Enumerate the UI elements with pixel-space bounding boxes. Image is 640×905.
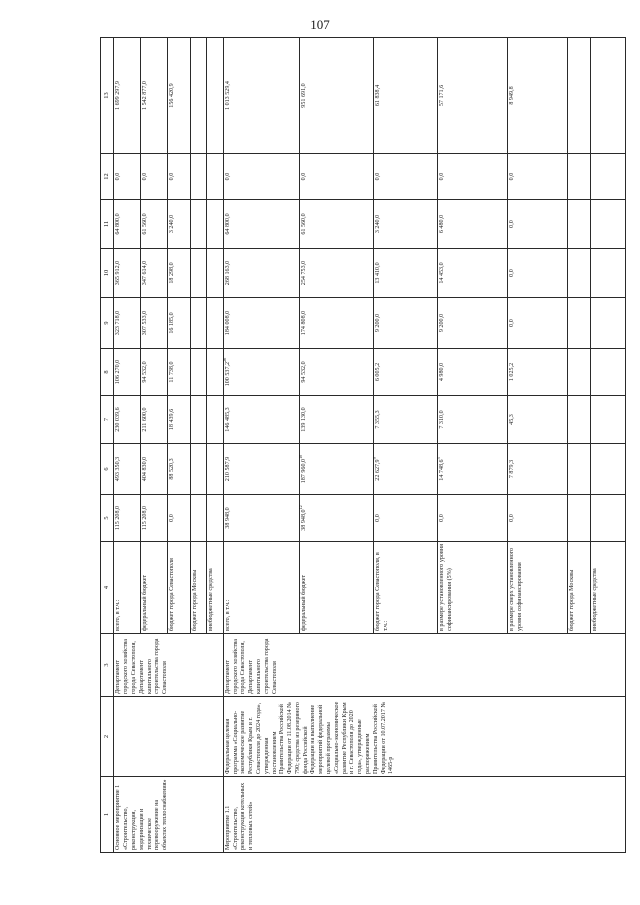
responsible-department-cell: Департамент городского хозяйства города Севастополя, Департамент капитального строительства города Севастополя — [223, 634, 625, 697]
activity-name-cell: Мероприятие 1.1 «Строительство, реконструкция котельных и тепловых сетей» — [223, 777, 625, 853]
value-cell — [207, 249, 224, 298]
value-text: 0,0 — [169, 172, 176, 181]
value-cell — [300, 349, 374, 396]
column-number-row — [101, 38, 114, 853]
value-cell — [207, 200, 224, 249]
column-number: 8 — [101, 349, 114, 396]
column-number: 5 — [101, 495, 114, 542]
value-cell — [207, 154, 224, 200]
value-text: 0,0 — [142, 172, 149, 181]
value-cell — [141, 349, 168, 396]
value-text: 347 614,0 — [142, 260, 149, 286]
value-cell — [438, 495, 508, 542]
value-cell — [590, 444, 625, 495]
value-cell — [374, 154, 438, 200]
responsible-department-cell: Департамент городского хозяйства города Севастополя, Департамент капитального строительства города Севастополя — [114, 634, 223, 697]
page-number: 107 — [310, 17, 330, 32]
value-text: 254 753,0 — [301, 260, 308, 286]
column-number: 11 — [101, 200, 114, 249]
value-text: 211 600,0 — [142, 407, 149, 432]
value-cell — [190, 154, 207, 200]
footnote-marker: 10 — [298, 454, 304, 459]
funding-source-cell: бюджет города Москвы — [190, 542, 207, 634]
value-cell — [207, 298, 224, 349]
value-cell — [568, 249, 591, 298]
value-cell — [114, 154, 141, 200]
value-text: 0,0 — [439, 514, 446, 522]
value-cell — [223, 444, 299, 495]
value-text: 16 185,0 — [169, 312, 176, 334]
value-text: 18 439,6 — [169, 408, 176, 431]
funding-source-cell: всего, в т.ч.: — [223, 542, 299, 634]
value-text: 0,0 — [509, 319, 516, 327]
funding-source-cell: бюджет города Москвы — [568, 542, 591, 634]
value-cell — [300, 154, 374, 200]
value-cell — [223, 396, 299, 444]
value-text: 210 587,9 — [224, 456, 231, 482]
value-cell — [114, 396, 141, 444]
value-text: 38 948,0 — [301, 509, 308, 531]
value-cell — [168, 444, 191, 495]
value-text: 1 013 529,4 — [224, 81, 231, 110]
value-text: 14 453,0 — [439, 262, 446, 284]
value-cell — [568, 495, 591, 542]
value-text: 156 420,9 — [169, 83, 176, 108]
value-cell — [508, 298, 568, 349]
value-text: 0,0 — [509, 220, 516, 228]
value-text: 64 800,0 — [115, 213, 122, 235]
value-text: 268 163,0 — [224, 260, 231, 286]
column-number: 2 — [101, 697, 114, 777]
value-text: 8 949,8 — [509, 86, 516, 105]
value-text: 61 560,0 — [142, 213, 149, 235]
value-cell — [141, 298, 168, 349]
value-cell — [374, 298, 438, 349]
value-text: 3 240,0 — [169, 214, 176, 234]
total-value-cell — [190, 38, 207, 154]
value-cell — [590, 249, 625, 298]
value-cell — [590, 396, 625, 444]
value-text: 184 008,0 — [224, 310, 231, 336]
total-value-cell — [438, 38, 508, 154]
value-cell — [207, 349, 224, 396]
value-text: 7 879,3 — [509, 459, 516, 479]
value-cell — [374, 249, 438, 298]
value-text: 0,0 — [169, 514, 176, 522]
value-text: 1 025,2 — [509, 362, 516, 382]
value-text: 0,0 — [509, 172, 516, 181]
value-cell — [223, 495, 299, 542]
program-basis-cell: Федеральная целевая программа «Социально-экономическое развитие Республики Крым и г. Севастополя до 2024 года», утвержденная постановлением Правительства Российской Федерации от 11.08.2014 № 790; средства из резервного фонда Российской Федерации на выполнение мероприятий федеральной целевой программы «Социально-экономическое развитие Республики Крым и г. Севастополя до 2020 года», утвержденные распоряжением Правительства Российской Федерации от 10.07.2017 № 1465-р — [223, 697, 625, 777]
value-cell — [438, 249, 508, 298]
value-cell — [508, 396, 568, 444]
budget-table-container — [100, 38, 626, 853]
value-cell — [300, 444, 374, 495]
value-cell — [114, 298, 141, 349]
value-cell — [508, 349, 568, 396]
value-text: 9 200,0 — [439, 313, 446, 333]
value-cell — [190, 249, 207, 298]
value-cell — [300, 200, 374, 249]
value-text: 94 532,0 — [301, 361, 308, 383]
value-text: 0,0 — [509, 514, 516, 522]
value-text: 64 800,0 — [224, 213, 231, 235]
value-text: 139 130,0 — [301, 407, 308, 432]
column-number: 4 — [101, 542, 114, 634]
value-cell — [114, 349, 141, 396]
value-text: 22 627,9 — [375, 459, 382, 481]
value-cell — [168, 249, 191, 298]
value-text: 9 200,0 — [375, 313, 382, 333]
value-cell — [114, 249, 141, 298]
value-text: 13 410,0 — [375, 262, 382, 284]
value-cell — [374, 349, 438, 396]
column-number: 6 — [101, 444, 114, 495]
value-text: 493 350,3 — [115, 456, 122, 482]
funding-source-cell: федеральный бюджет — [300, 542, 374, 634]
column-number: 7 — [101, 396, 114, 444]
value-cell — [168, 495, 191, 542]
value-text: 404 830,0 — [142, 456, 149, 482]
value-cell — [190, 444, 207, 495]
value-text: 88 520,3 — [169, 458, 176, 480]
funding-source-cell: бюджет города Севастополя, в т.ч.: — [374, 542, 438, 634]
total-value-cell — [114, 38, 141, 154]
value-text: 18 298,0 — [169, 262, 176, 284]
value-cell — [190, 298, 207, 349]
value-cell — [568, 396, 591, 444]
value-text: 0,0 — [224, 172, 231, 181]
value-text: 6 005,2 — [375, 362, 382, 382]
value-cell — [508, 249, 568, 298]
value-text: 0,0 — [301, 172, 308, 181]
value-cell — [207, 495, 224, 542]
value-text: 3 240,0 — [375, 214, 382, 234]
value-cell — [568, 154, 591, 200]
column-number: 3 — [101, 634, 114, 697]
value-text: 100 537,2 — [224, 361, 231, 387]
value-cell — [590, 349, 625, 396]
column-number: 9 — [101, 298, 114, 349]
value-text: 45,3 — [509, 414, 516, 425]
value-cell — [190, 396, 207, 444]
value-cell — [168, 298, 191, 349]
value-cell — [190, 200, 207, 249]
value-cell — [141, 154, 168, 200]
value-text: 1 699 297,9 — [115, 81, 122, 110]
total-value-cell — [168, 38, 191, 154]
value-cell — [438, 444, 508, 495]
value-cell — [508, 444, 568, 495]
value-cell — [300, 298, 374, 349]
value-text: 187 960,0 — [301, 458, 308, 484]
value-text: 38 948,0 — [224, 507, 231, 529]
total-value-cell — [141, 38, 168, 154]
value-cell — [568, 349, 591, 396]
activity-name-cell: Основное мероприятие 1 «Строительство, реконструкция, модернизация и техническое перевооружение на объектах теплоснабжения» — [114, 777, 223, 853]
value-cell — [438, 200, 508, 249]
total-value-cell — [300, 38, 374, 154]
value-cell — [114, 200, 141, 249]
value-cell — [223, 298, 299, 349]
value-cell — [141, 444, 168, 495]
value-cell — [114, 495, 141, 542]
value-text: 0,0 — [375, 514, 382, 522]
value-text: 7 355,3 — [375, 410, 382, 429]
total-value-cell — [590, 38, 625, 154]
footnote-marker: 3 — [436, 457, 442, 460]
budget-table — [100, 37, 626, 853]
value-cell — [300, 249, 374, 298]
value-text: 951 691,0 — [301, 83, 308, 108]
value-text: 61 560,0 — [301, 213, 308, 235]
value-text: 11 738,0 — [169, 361, 176, 383]
value-cell — [438, 154, 508, 200]
value-cell — [141, 396, 168, 444]
value-cell — [141, 495, 168, 542]
value-cell — [168, 200, 191, 249]
value-text: 174 808,0 — [301, 310, 308, 336]
value-cell — [568, 200, 591, 249]
column-number: 13 — [101, 38, 114, 154]
value-cell — [168, 396, 191, 444]
value-cell — [223, 349, 299, 396]
value-cell — [438, 349, 508, 396]
footnote-marker: 9 — [372, 457, 378, 460]
value-cell — [374, 396, 438, 444]
column-number: 12 — [101, 154, 114, 200]
value-text: 106 270,0 — [115, 359, 122, 385]
value-cell — [590, 298, 625, 349]
funding-source-cell: внебюджетные средства — [590, 542, 625, 634]
value-text: 323 718,0 — [115, 310, 122, 336]
funding-source-cell: в размере сверх установленного уровня софинансирования — [508, 542, 568, 634]
value-text: 1 542 877,0 — [142, 81, 149, 110]
value-cell — [207, 396, 224, 444]
value-cell — [374, 444, 438, 495]
value-cell — [508, 200, 568, 249]
total-value-cell — [223, 38, 299, 154]
total-value-cell — [374, 38, 438, 154]
value-cell — [508, 495, 568, 542]
funding-source-cell: внебюджетные средства — [207, 542, 224, 634]
total-value-cell — [568, 38, 591, 154]
value-cell — [300, 396, 374, 444]
value-text: 6 480,0 — [439, 214, 446, 234]
column-number: 1 — [101, 777, 114, 853]
value-cell — [568, 444, 591, 495]
value-cell — [438, 298, 508, 349]
value-cell — [508, 154, 568, 200]
value-cell — [590, 200, 625, 249]
value-cell — [374, 200, 438, 249]
funding-source-cell: бюджет города Севастополя — [168, 542, 191, 634]
value-text: 230 039,6 — [115, 407, 122, 432]
value-cell — [374, 495, 438, 542]
value-text: 4 980,0 — [439, 362, 446, 382]
footnote-marker: 26 — [221, 357, 227, 362]
value-cell — [590, 495, 625, 542]
value-text: 0,0 — [439, 172, 446, 181]
value-cell — [590, 154, 625, 200]
value-text: 115 208,0 — [115, 505, 122, 531]
funding-source-cell: всего, в т.ч.: — [114, 542, 141, 634]
value-cell — [168, 154, 191, 200]
footnote-marker: 12 — [298, 505, 304, 510]
value-cell — [190, 495, 207, 542]
value-text: 14 748,6 — [439, 459, 446, 481]
table-row — [223, 38, 299, 853]
program-basis-cell — [114, 697, 223, 777]
funding-source-cell: федеральный бюджет — [141, 542, 168, 634]
value-cell — [223, 154, 299, 200]
value-cell — [114, 444, 141, 495]
value-text: 7 310,0 — [439, 410, 446, 429]
value-text: 57 171,6 — [439, 84, 446, 107]
value-cell — [190, 349, 207, 396]
total-value-cell — [508, 38, 568, 154]
value-cell — [568, 298, 591, 349]
value-cell — [168, 349, 191, 396]
value-cell — [223, 249, 299, 298]
funding-source-cell: в размере установленного уровня софинансирования (5%) — [438, 542, 508, 634]
column-number: 10 — [101, 249, 114, 298]
value-text: 115 208,0 — [142, 505, 149, 531]
value-cell — [300, 495, 374, 542]
value-text: 146 485,3 — [224, 407, 231, 432]
value-cell — [141, 249, 168, 298]
total-value-cell — [207, 38, 224, 154]
value-text: 0,0 — [375, 172, 382, 181]
value-cell — [223, 200, 299, 249]
value-cell — [438, 396, 508, 444]
value-text: 365 912,0 — [115, 260, 122, 286]
value-text: 94 532,0 — [142, 361, 149, 383]
value-cell — [207, 444, 224, 495]
value-cell — [141, 200, 168, 249]
value-text: 0,0 — [509, 269, 516, 277]
value-text: 0,0 — [115, 172, 122, 181]
value-text: 307 533,0 — [142, 310, 149, 336]
value-text: 61 838,4 — [375, 84, 382, 107]
table-row — [114, 38, 141, 853]
